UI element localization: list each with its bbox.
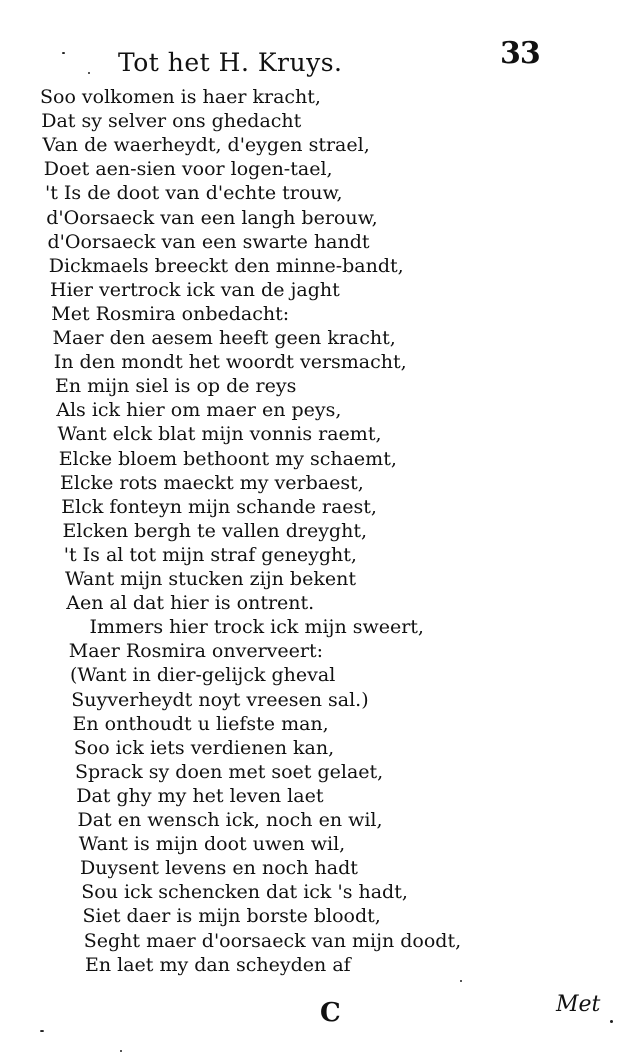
verse-line: Als ick hier om maer en peys, — [56, 399, 342, 422]
signature-mark: C — [320, 998, 341, 1028]
verse-line: Siet daer is mijn borste bloodt, — [82, 905, 381, 928]
verse-line: Dat en wensch ick, noch en wil, — [77, 809, 383, 831]
ink-speck — [610, 1020, 613, 1023]
verse-line: Maer den aesem heeft geen kracht, — [52, 327, 396, 349]
verse-line: Elcken bergh te vallen dreyght, — [62, 519, 368, 542]
verse-line: 't Is al tot mijn straf geneyght, — [63, 543, 357, 566]
verse-line: Met Rosmira onbedacht: — [51, 302, 290, 325]
verse-line: Want is mijn doot uwen wil, — [78, 833, 346, 856]
catchword: Met — [556, 992, 601, 1017]
verse-line: Sou ick schencken dat ick 's hadt, — [81, 881, 408, 904]
page-number: 33 — [500, 36, 540, 71]
verse-line: Maer Rosmira onverveert: — [68, 640, 324, 663]
verse-line: Want elck blat mijn vonnis raemt, — [57, 423, 382, 446]
verse-line: Sprack sy doen met soet gelaet, — [75, 760, 384, 783]
verse-line: Aen al dat hier is ontrent. — [66, 592, 315, 615]
verse-line: d'Oorsaeck van een langh berouw, — [46, 206, 378, 229]
verse-line: Elcke bloem bethoont my schaemt, — [58, 447, 397, 470]
verse-line: Dat sy selver ons ghedacht — [41, 110, 302, 133]
verse-line: Soo ick iets verdienen kan, — [73, 736, 335, 759]
verse-line: Duysent levens en noch hadt — [80, 857, 358, 880]
ink-speck — [460, 980, 462, 982]
verse-line: Suyverheydt noyt vreesen sal.) — [71, 688, 369, 711]
verse-line: Van de waerheydt, d'eygen strael, — [42, 134, 370, 157]
verse-line: In den mondt het woordt versmacht, — [53, 351, 407, 374]
verse-line: En onthoudt u liefste man, — [72, 712, 329, 735]
verse-line: Elck fonteyn mijn schande raest, — [61, 495, 377, 518]
verse-line: Soo volkomen is haer kracht, — [40, 86, 321, 108]
ink-speck — [120, 1050, 122, 1052]
verse-line: 't Is de doot van d'echte trouw, — [45, 182, 343, 205]
verse-line: d'Oorsaeck van een swarte handt — [47, 230, 370, 253]
verse-line: Doet aen-sien voor logen-tael, — [43, 158, 333, 181]
verse-line: En laet my dan scheyden af — [85, 953, 351, 976]
verse-line: Seght maer d'oorsaeck van mijn doodt, — [83, 929, 462, 952]
verse-line: Immers hier trock ick mijn sweert, — [89, 616, 424, 639]
verse-line: (Want in dier-gelijck gheval — [70, 664, 336, 687]
verse-line: Hier vertrock ick van de jaght — [50, 278, 340, 301]
verse-line: Want mijn stucken zijn bekent — [65, 568, 356, 590]
ink-speck — [62, 52, 65, 54]
verse-line: Elcke rots maeckt my verbaest, — [60, 471, 364, 494]
verse-line: En mijn siel is op de reys — [55, 375, 297, 398]
verse-line: Dickmaels breeckt den minne-bandt, — [48, 254, 404, 277]
ink-speck — [40, 1030, 44, 1032]
verse-line: Dat ghy my het leven laet — [76, 784, 324, 807]
ink-speck — [88, 72, 90, 74]
running-head: Tot het H. Kruys. — [118, 48, 343, 77]
